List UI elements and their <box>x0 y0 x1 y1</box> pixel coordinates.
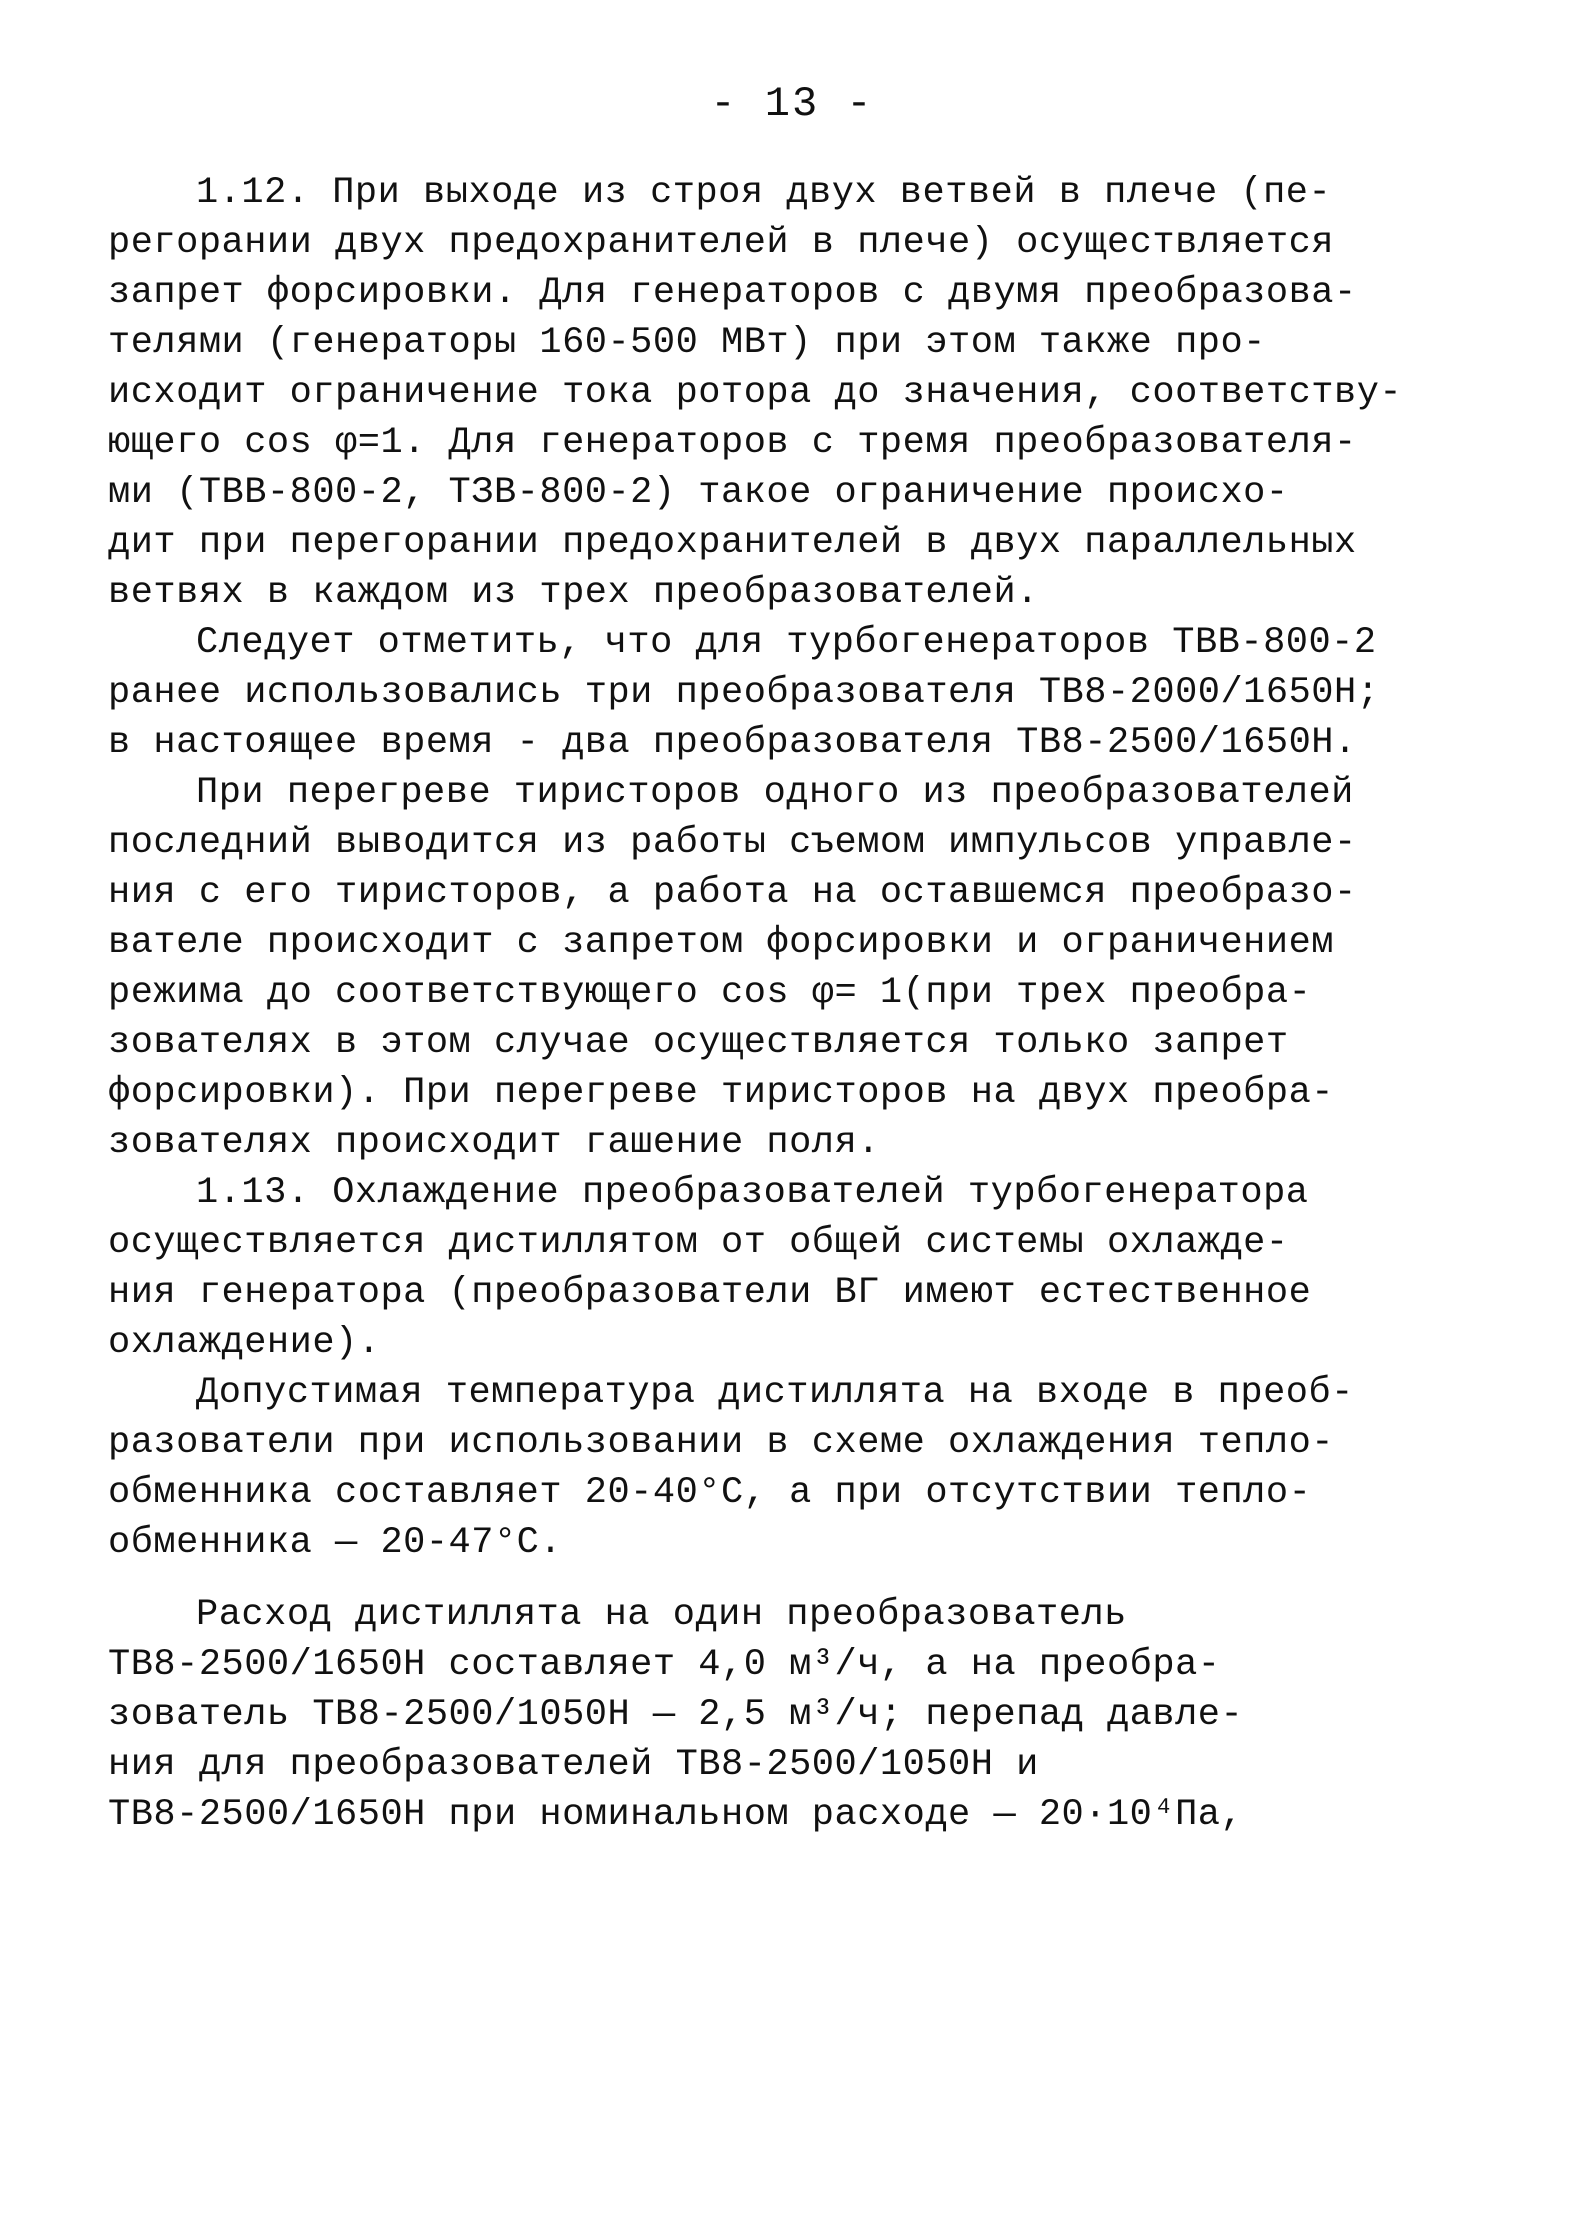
text-line: Следует отметить, что для турбогенераторов ТВВ-800-2 <box>196 622 1377 664</box>
text-line: Допустимая температура дистиллята на входе в преоб- <box>196 1372 1354 1414</box>
text-line: исходит ограничение тока ротора до значения, соответству- <box>108 372 1403 414</box>
text-line: ТВ8-2500/1650Н при номинальном расходе — 20·10⁴Па, <box>108 1794 1244 1836</box>
paragraph-1-13 <box>108 1168 1508 1368</box>
text-line: регорании двух предохранителей в плече) осуществляется <box>108 222 1334 264</box>
text-line: ния для преобразователей ТВ8-2500/1050Н и <box>108 1744 1039 1786</box>
text-line: ранее использовались три преобразователя ТВ8-2000/1650Н; <box>108 672 1380 714</box>
text-line: последний выводится из работы съемом импульсов управле- <box>108 822 1357 864</box>
text-line: 1.13. Охлаждение преобразователей турбогенератора <box>196 1172 1309 1214</box>
text-line: зователях происходит гашение поля. <box>108 1122 880 1164</box>
text-line: осуществляется дистиллятом от общей системы охлажде- <box>108 1222 1289 1264</box>
paragraph-temperature <box>108 1368 1508 1568</box>
text-line: зователь ТВ8-2500/1050Н — 2,5 м³/ч; перепад давле- <box>108 1694 1244 1736</box>
text-line: охлаждение). <box>108 1322 381 1364</box>
page-number: - 13 - <box>710 80 874 128</box>
text-line: Расход дистиллята на один преобразователь <box>196 1594 1127 1636</box>
paragraph-overheat <box>108 768 1508 1168</box>
text-line: ющего cos φ=1. Для генераторов с тремя преобразователя- <box>108 422 1357 464</box>
text-line: ТВ8-2500/1650Н составляет 4,0 м³/ч, а на преобра- <box>108 1644 1221 1686</box>
text-line: вателе происходит с запретом форсировки и ограничением <box>108 922 1334 964</box>
text-line: телями (генераторы 160-500 МВт) при этом также про- <box>108 322 1266 364</box>
text-line: дит при перегорании предохранителей в двух параллельных <box>108 522 1357 564</box>
text-line: ния с его тиристоров, а работа на оставшемся преобразо- <box>108 872 1357 914</box>
text-line: обменника составляет 20-40°С, а при отсутствии тепло- <box>108 1472 1312 1514</box>
text-line: ветвях в каждом из трех преобразователей. <box>108 572 1039 614</box>
text-line: в настоящее время - два преобразователя ТВ8-2500/1650Н. <box>108 722 1357 764</box>
text-line: форсировки). При перегреве тиристоров на двух преобра- <box>108 1072 1334 1114</box>
text-line: обменника — 20-47°С. <box>108 1522 563 1564</box>
text-line: запрет форсировки. Для генераторов с двумя преобразова- <box>108 272 1357 314</box>
text-line: зователях в этом случае осуществляется только запрет <box>108 1022 1289 1064</box>
text-line: При перегреве тиристоров одного из преобразователей <box>196 772 1354 814</box>
paragraph-flow-rate <box>108 1590 1508 1840</box>
text-line: разователи при использовании в схеме охлаждения тепло- <box>108 1422 1334 1464</box>
text-line: ния генератора (преобразователи ВГ имеют естественное <box>108 1272 1312 1314</box>
paragraph-1-12 <box>108 168 1508 618</box>
text-line: режима до соответствующего cos φ= 1(при трех преобра- <box>108 972 1312 1014</box>
paragraph-note-tvv <box>108 618 1508 768</box>
text-line: 1.12. При выходе из строя двух ветвей в плече (пе- <box>196 172 1332 214</box>
text-line: ми (ТВВ-800-2, ТЗВ-800-2) такое ограничение происхо- <box>108 472 1289 514</box>
